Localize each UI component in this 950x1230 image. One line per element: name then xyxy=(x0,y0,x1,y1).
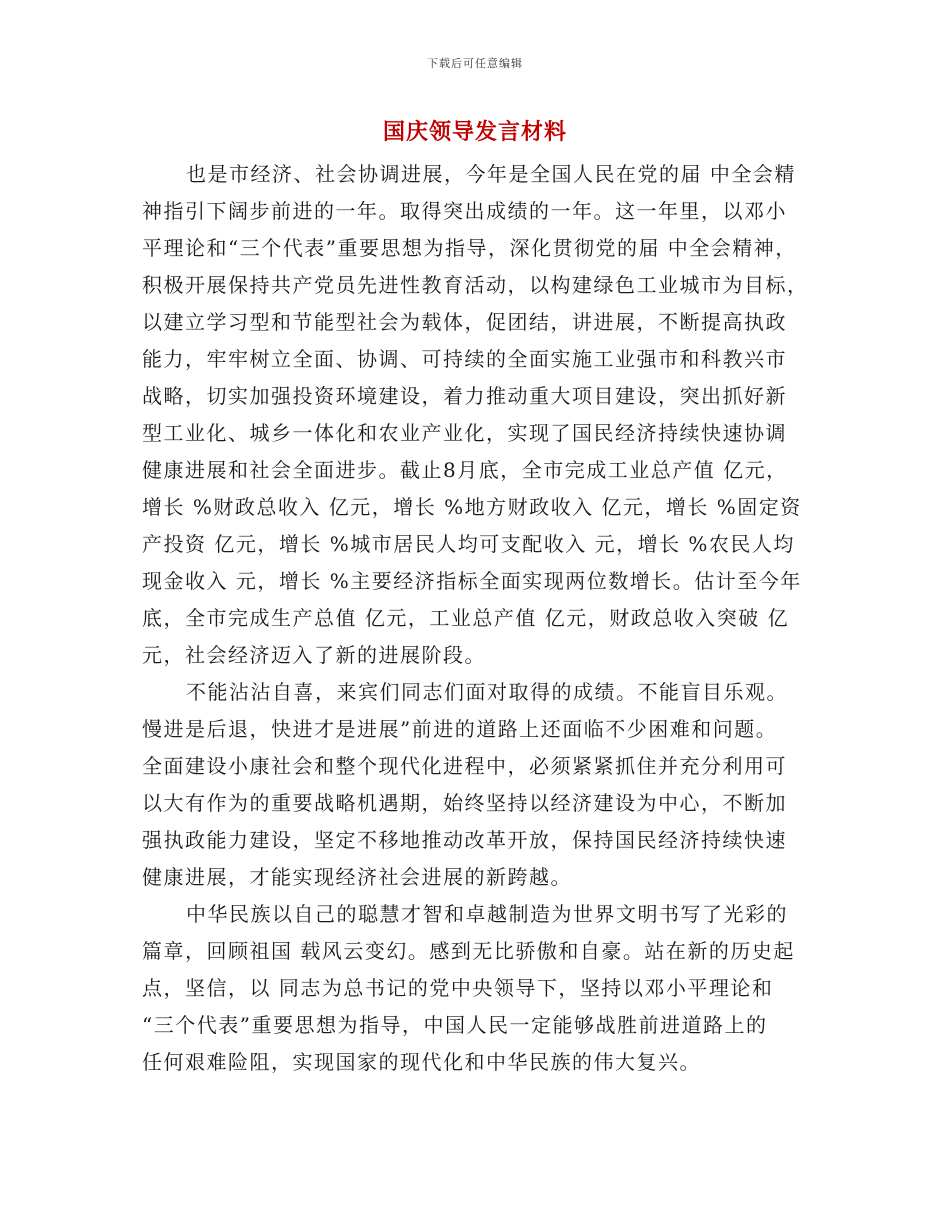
paragraph-line: 型工业化、城乡一体化和农业产业化，实现了国民经济持续快速协调 xyxy=(142,421,787,445)
paragraph-line: 点，坚信，以 同志为总书记的党中央领导下，坚持以邓小平理论和 xyxy=(142,976,774,1000)
paragraph-line: 元，社会经济迈入了新的进展阶段。 xyxy=(142,643,486,667)
paragraph-2 xyxy=(142,674,822,896)
paragraph-line: 增长 %财政总收入 亿元，增长 %地方财政收入 亿元，增长 %固定资 xyxy=(142,495,802,519)
paragraph-line: 平理论和“三个代表”重要思想为指导，深化贯彻党的届 中全会精神， xyxy=(142,236,797,260)
paragraph-line: 产投资 亿元，增长 %城市居民人均可支配收入 元，增长 %农民人均 xyxy=(142,532,795,556)
paragraph-line: 中华民族以自己的聪慧才智和卓越制造为世界文明书写了光彩的 xyxy=(186,902,788,926)
paragraph-line: 也是市经济、社会协调进展，今年是全国人民在党的届 中全会精 xyxy=(186,162,796,186)
paragraph-line: 以大有作为的重要战略机遇期，始终坚持以经济建设为中心，不断加 xyxy=(142,791,787,815)
paragraph-line: 能力，牢牢树立全面、协调、可持续的全面实施工业强市和科教兴市 xyxy=(142,347,787,371)
paragraph-line: 积极开展保持共产党员先进性教育活动，以构建绿色工业城市为目标， xyxy=(142,273,809,297)
paragraph-3 xyxy=(142,896,822,1081)
paragraph-line: 慢进是后退，快进才是进展”前进的道路上还面临不少困难和问题。 xyxy=(142,717,778,741)
paragraph-line: 现金收入 元，增长 %主要经济指标全面实现两位数增长。估计至今年 xyxy=(142,569,802,593)
paragraph-line: 健康进展和社会全面进步。截止8月底，全市完成工业总产值 亿元， xyxy=(142,458,788,482)
document-title: 国庆领导发言材料 xyxy=(382,119,567,145)
paragraph-line: 篇章，回顾祖国 载风云变幻。感到无比骄傲和自豪。站在新的历史起 xyxy=(142,939,795,963)
paragraph-line: 以建立学习型和节能型社会为载体，促团结，讲进展，不断提高执政 xyxy=(142,310,787,334)
paragraph-line: “三个代表”重要思想为指导，中国人民一定能够战胜前进道路上的 xyxy=(142,1013,768,1037)
paragraph-line: 不能沾沾自喜，来宾们同志们面对取得的成绩。不能盲目乐观。 xyxy=(186,680,788,704)
paragraph-line: 底，全市完成生产总值 亿元，工业总产值 亿元，财政总收入突破 亿 xyxy=(142,606,790,630)
paragraph-line: 强执政能力建设，坚定不移地推动改革开放，保持国民经济持续快速 xyxy=(142,828,787,852)
paragraph-line: 神指引下阔步前进的一年。取得突出成绩的一年。这一年里，以邓小 xyxy=(142,199,787,223)
paragraph-line: 全面建设小康社会和整个现代化进程中，必须紧紧抓住并充分利用可 xyxy=(142,754,787,778)
paragraph-line: 战略，切实加强投资环境建设，着力推动重大项目建设，突出抓好新 xyxy=(142,384,787,408)
paragraph-line: 任何艰难险阻，实现国家的现代化和中华民族的伟大复兴。 xyxy=(142,1050,701,1074)
header-note: 下载后可任意编辑 xyxy=(427,57,523,70)
paragraph-1 xyxy=(142,156,822,674)
paragraph-line: 健康进展，才能实现经济社会进展的新跨越。 xyxy=(142,865,572,889)
